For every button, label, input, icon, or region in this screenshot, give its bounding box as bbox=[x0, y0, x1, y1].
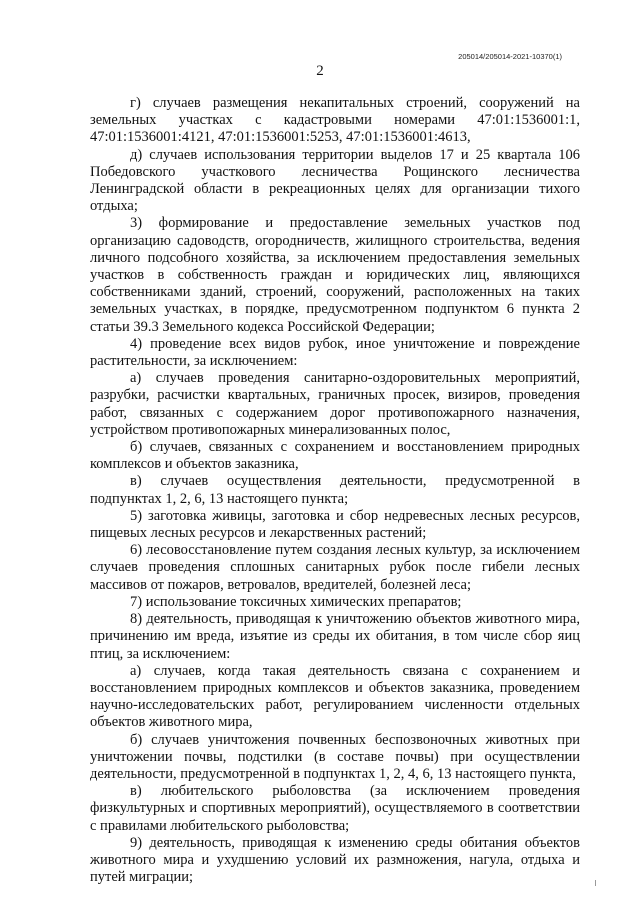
paragraph: 5) заготовка живицы, заготовка и сбор недревесных лесных ресурсов, пищевых лесных ресурсов и лекарственных растений; bbox=[90, 507, 580, 542]
paragraph: 3) формирование и предоставление земельных участков под организацию садоводств, огородничеств, жилищного строительства, ведения личного подсобного хозяйства, за исключением предоставления земельных участков в собственность граждан и юридических лиц, являющихся собственниками зданий, строений, сооружений, расположенных на таких земельных участках, в порядке, предусмотренном подпунктом 6 пункта 2 статьи 39.3 Земельного кодекса Российской Федерации; bbox=[90, 215, 580, 335]
paragraph: 7) использование токсичных химических препаратов; bbox=[130, 593, 462, 610]
paragraph: в) случаев осуществления деятельности, предусмотренной в подпунктах 1, 2, 6, 13 настоящего пункта; bbox=[90, 473, 580, 507]
paragraph: а) случаев, когда такая деятельность связана с сохранением и восстановлением природных комплексов и объектов заказника, проведением научно-исследовательских работ, регулированием численности отдельных объектов животного мира, bbox=[90, 662, 580, 731]
document-id: 205014/205014-2021-10370(1) bbox=[458, 52, 562, 61]
paragraph: 4) проведение всех видов рубок, иное уничтожение и повреждение растительности, за исключением: bbox=[90, 335, 580, 370]
paragraph: 8) деятельность, приводящая к уничтожению объектов животного мира, причинению им вреда, изъятие из среды их обитания, в том числе сбор яиц птиц, за исключением: bbox=[90, 611, 580, 662]
paragraph: 6) лесовосстановление путем создания лесных культур, за исключением случаев проведения сплошных санитарных рубок после гибели лесных массивов от пожаров, ветровалов, вредителей, болезней леса; bbox=[90, 542, 580, 593]
scan-mark bbox=[595, 880, 596, 886]
document-body bbox=[90, 95, 580, 886]
paragraph: а) случаев проведения санитарно-оздоровительных мероприятий, разрубки, расчистки квартальных, граничных просек, визиров, проведения работ, связанных с содержанием дорог противопожарного назначения, устройством противопожарных минерализованных полос, bbox=[90, 370, 580, 438]
paragraph: г) случаев размещения некапитальных строений, сооружений на земельных участках с кадастровыми номерами 47:01:1536001:1, 47:01:1536001:4121, 47:01:1536001:5253, 47:01:1536001:4613, bbox=[90, 95, 580, 146]
paragraph: д) случаев использования территории выделов 17 и 25 квартала 106 Победовского участкового лесничества Рощинского лесничества Ленинградской области в рекреационных целях для организации тихого отдыха; bbox=[90, 146, 580, 215]
page-number: 2 bbox=[316, 63, 324, 79]
paragraph: в) любительского рыболовства (за исключением проведения физкультурных и спортивных мероприятий), осуществляемого в соответствии с правилами любительского рыболовства; bbox=[90, 783, 580, 834]
paragraph: 9) деятельность, приводящая к изменению среды обитания объектов животного мира и ухудшению условий их размножения, нагула, отдыха и путей миграции; bbox=[90, 834, 580, 886]
paragraph: б) случаев уничтожения почвенных беспозвоночных животных при уничтожении почвы, подстилки (в составе почвы) при осуществлении деятельности, предусмотренной в подпунктах 1, 2, 4, 6, 13 настоящего пункта, bbox=[90, 731, 580, 782]
paragraph: б) случаев, связанных с сохранением и восстановлением природных комплексов и объектов заказника, bbox=[90, 439, 580, 473]
